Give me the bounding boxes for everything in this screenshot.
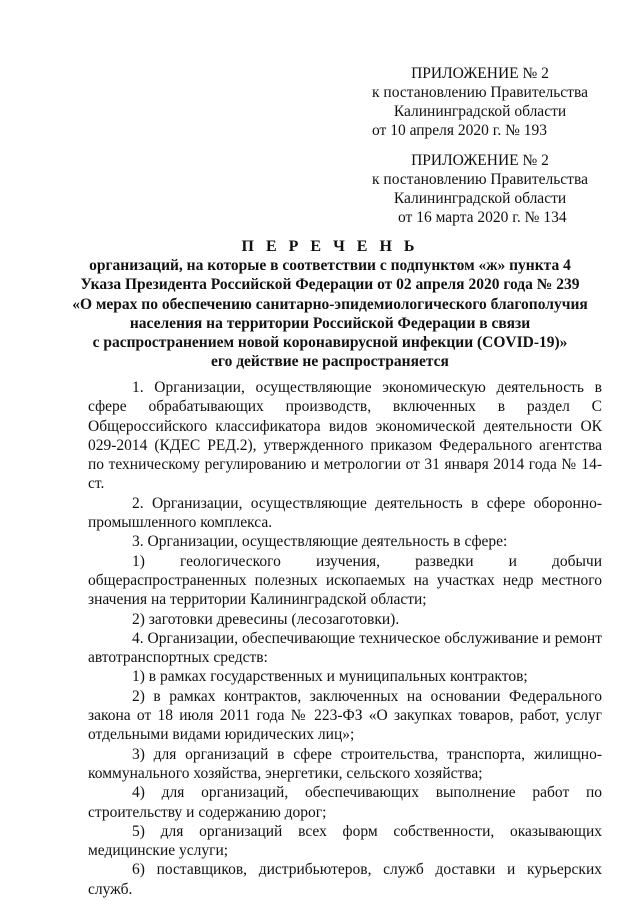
list-item: 5) для организаций всех форм собственности, оказывающих медицинские услуги; [88,822,602,860]
appendix-title: ПРИЛОЖЕНИЕ № 2 [411,65,549,82]
list-item: 4) для организаций, обеспечивающих выполнение работ по строительству и содержанию дорог; [88,784,602,821]
list-item: 2) в рамках контрактов, заключенных на основании Федерального закона от 18 июля 2011 года № 223-ФЗ «О закупках товаров, работ, услуг отдельными видами юридических лиц»; [88,687,602,744]
appendix-date-number: от 10 апреля 2020 г. № 193 [372,122,548,139]
title-line: населения на территории Российской Федерации в связи [129,314,531,332]
appendix-line-2: Калининградской области [393,190,567,207]
list-item: 6) поставщиков, дистрибьютеров, служб доставки и курьерских служб. [88,861,602,898]
list-item: 1) в рамках государственных и муниципальных контрактов; [132,668,528,686]
title-line: с распространением новой коронавирусной инфекции (COVID-19)» [92,334,568,352]
title-line: Указа Президента Российской Федерации от 02 апреля 2020 года № 239 [80,276,580,294]
list-item: 2) заготовки древесины (лесозаготовки). [132,610,400,628]
appendix-title: ПРИЛОЖЕНИЕ № 2 [411,152,549,169]
document-body [88,378,602,899]
list-item: 3. Организации, осуществляющие деятельность в сфере: [132,533,508,551]
list-item: 3) для организаций в сфере строительства, транспорта, жилищно-коммунального хозяйства, энергетики, сельского хозяйства; [88,745,602,782]
appendix-header-original [360,151,600,227]
appendix-line-1: к постановлению Правительства [372,84,588,101]
list-item: 1. Организации, осуществляющие экономическую деятельность в сфере обрабатывающих производств, включенных в раздел С Общероссийского классификатора видов экономической деятельности ОК 029-2014 (КДЕС РЕД.2), утвержденного приказом Федерального агентства по техническому регулированию и метрологии от 31 января 2014 года № 14-ст. [88,379,602,493]
appendix-line-1: к постановлению Правительства [372,171,588,188]
title-heading: П Е Р Е Ч Е Н Ь [241,238,419,255]
appendix-header-current [360,64,600,140]
list-item: 2. Организации, осуществляющие деятельность в сфере оборонно-промышленного комплекса. [88,494,602,532]
appendix-date-number: от 16 марта 2020 г. № 134 [398,209,567,226]
list-item: 4. Организации, обеспечивающие техническое обслуживание и ремонт автотранспортных средств: [88,629,602,667]
document-title [60,237,600,371]
appendix-line-2: Калининградской области [393,103,567,120]
title-line: «О мерах по обеспечению санитарно-эпидемиологического благополучия [72,295,588,313]
title-line: организаций, на которые в соответствии с подпунктом «ж» пункта 4 [89,257,571,275]
list-item: 1) геологического изучения, разведки и добычи общераспространенных полезных ископаемых на участках недр местного значения на территории Калининградской области; [88,552,602,609]
title-line: его действие не распространяется [211,353,449,371]
